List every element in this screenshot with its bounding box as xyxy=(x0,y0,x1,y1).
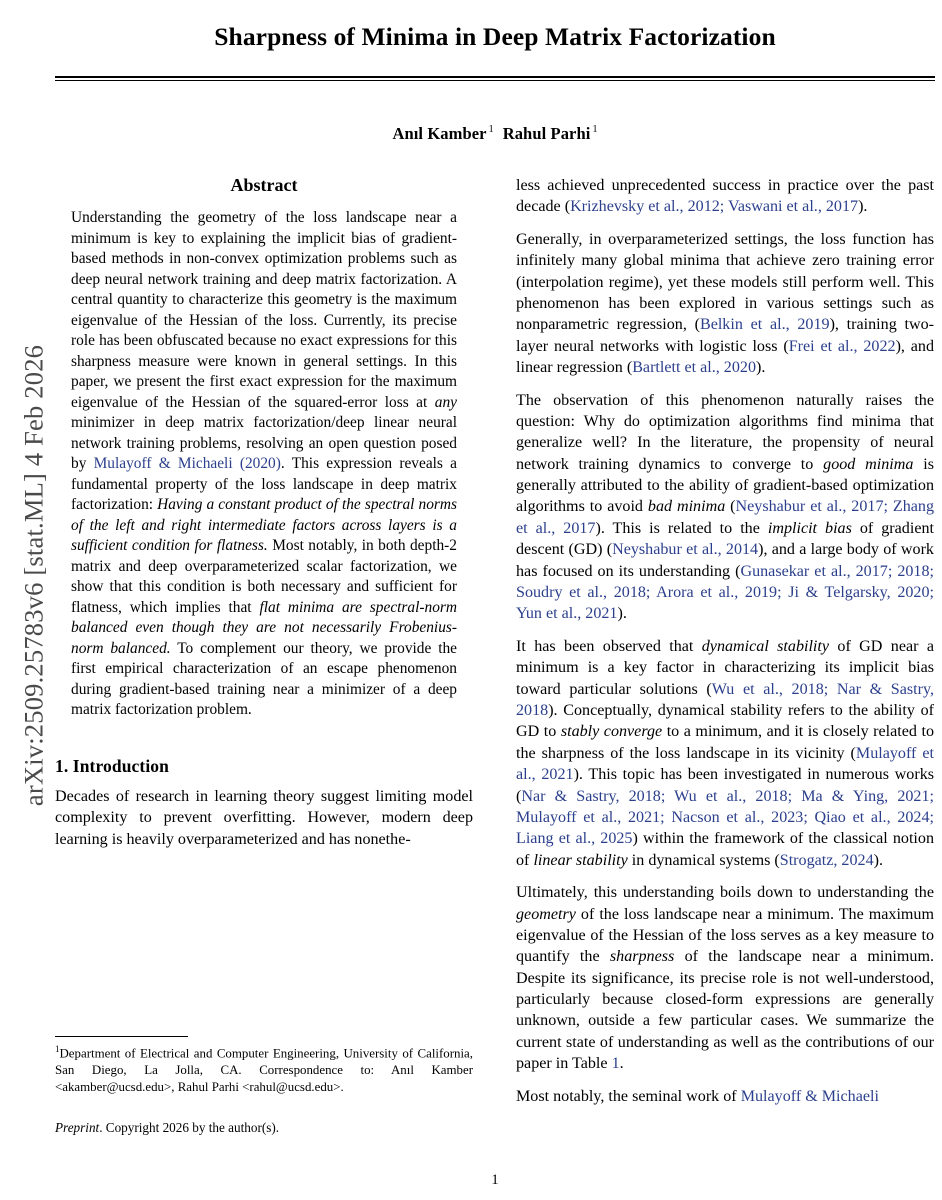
section-heading-introduction: 1. Introduction xyxy=(55,755,169,776)
left-column xyxy=(55,175,473,1118)
two-column-body xyxy=(55,175,935,1118)
p2-text-d: ). xyxy=(756,359,766,377)
footnote-block xyxy=(55,1036,473,1136)
arxiv-stamp: arXiv:2509.25783v6 [stat.ML] 4 Feb 2026 xyxy=(18,344,49,807)
p2-text-a: Generally, in overparameterized settings, the loss function has infinitely many global minima that achieve zero training error (interpolation regime), yet these models still perform well. This phenomenon has been explored in various settings such as nonparametric regression, ( xyxy=(516,230,934,334)
p4-text-d: to a minimum, and it is closely related to the sharpness of the loss landscape in its vicinity ( xyxy=(516,723,934,762)
p4-text-c: ). Conceptually, dynamical stability refers to the ability of GD to xyxy=(516,701,934,741)
intro-paragraph-1-cont xyxy=(516,175,934,218)
p5-text-b: of the loss landscape near a minimum. The maximum eigenvalue of the Hessian of the loss serves as a key measure to quantify the xyxy=(516,905,934,966)
p4-emph-stably-converge: stably converge xyxy=(560,723,663,741)
p3-text-g: ). xyxy=(617,605,627,623)
p3-text-e: of gradient descent (GD) ( xyxy=(516,519,934,559)
p4-text-h: ). xyxy=(873,851,884,869)
p4-text-g: in dynamical systems ( xyxy=(627,851,780,869)
p3-emph-good-minima: good minima xyxy=(823,455,914,473)
footnote-marker: 1 xyxy=(55,1044,60,1055)
author-affiliation-marker-2: 1 xyxy=(592,124,598,136)
p1-text-b: ). xyxy=(858,198,868,216)
citation-link-strogatz[interactable]: Strogatz, 2024 xyxy=(779,851,874,869)
page-number: 1 xyxy=(491,1172,499,1188)
p6-text-a: Most notably, the seminal work of xyxy=(516,1087,741,1105)
p4-text-f: ) within the framework of the classical notion of xyxy=(516,830,935,869)
p3-emph-bad-minima: bad minima xyxy=(647,498,726,516)
citation-link-belkin[interactable]: Belkin et al., 2019 xyxy=(699,316,830,334)
citation-link-neyshabur-zhang[interactable]: Neyshabur et al., 2017; Zhang et al., 2017 xyxy=(516,498,935,537)
p3-text-f: ), and a large body of work has focused on its understanding ( xyxy=(516,541,934,580)
author-affiliation-marker-1: 1 xyxy=(488,124,494,136)
p1-text-a: Decades of research in learning theory suggest limiting model complexity to prevent overfitting. However, modern deep learning is heavily overparameterized and has nonethe- xyxy=(55,787,473,848)
footnote-affiliation-text xyxy=(55,1044,473,1096)
p2-text-c: ), and linear regression ( xyxy=(516,337,935,377)
citation-link-gunasekar-group[interactable]: Gunasekar et al., 2017; 2018; Soudry et al., 2018; Arora et al., 2019; Ji & Telgarsky, 2020; Yun et al., 2021 xyxy=(516,562,934,623)
citation-link-bartlett[interactable]: Bartlett et al., 2020 xyxy=(632,359,756,377)
citation-link-mulayoff-2021[interactable]: Mulayoff et al., 2021 xyxy=(516,744,934,784)
intro-paragraph-5 xyxy=(516,882,934,1075)
citation-link-neyshabur-2014[interactable]: Neyshabur et al., 2014 xyxy=(612,541,759,559)
p3-text-d: ). This is related to the xyxy=(595,519,768,537)
author-name-2: Rahul Parhi xyxy=(502,123,591,143)
abstract-emph-spectral-norm-balanced: flat minima are spectral-norm balanced even though they are not necessarily Frobenius-norm balanced. xyxy=(71,598,458,657)
preprint-label: Preprint xyxy=(55,1120,100,1136)
p3-text-c: ( xyxy=(725,498,736,516)
p5-emph-geometry: geometry xyxy=(516,905,576,923)
p1-tail-text: less achieved unprecedented success in practice over the past decade ( xyxy=(516,177,934,216)
p3-text-a: The observation of this phenomenon naturally raises the question: Why do optimization algorithms find minima that generalize well? In the literature, the propensity of neural network training dynamics to converge to xyxy=(516,391,934,473)
abstract-heading: Abstract xyxy=(230,175,298,195)
table-reference-link[interactable]: 1 xyxy=(611,1055,620,1073)
p5-text-c: of the landscape near a minimum. Despite its significance, its precise role is not well-understood, particularly because closed-form expressions are generally unknown, outside a few particular cases. We summarize the current state of understanding as well as the contributions of our paper in Table xyxy=(516,948,935,1073)
intro-paragraph-6 xyxy=(516,1086,934,1107)
citation-link-frei[interactable]: Frei et al., 2022 xyxy=(788,337,896,355)
citation-link-mulayoff-michaeli-2[interactable]: Mulayoff & Michaeli xyxy=(740,1087,879,1105)
abstract-part-3: . This expression reveals a fundamental property of the loss landscape in deep matrix factorization: xyxy=(71,455,457,514)
intro-paragraph-4 xyxy=(516,636,934,871)
p5-text-a: Ultimately, this understanding boils down to understanding the xyxy=(516,884,934,902)
right-column xyxy=(516,175,934,1118)
intro-paragraph-2 xyxy=(516,229,934,379)
title-rule-thick xyxy=(55,76,935,79)
paper-page xyxy=(55,0,935,1200)
p5-text-d: . xyxy=(619,1055,624,1073)
p4-text-a: It has been observed that xyxy=(516,637,702,655)
abstract-emph-sufficient-condition: Having a constant product of the spectral norms of the left and right intermediate factors across layers is a sufficient condition for flatness. xyxy=(71,496,457,555)
p3-text-b: is generally attributed to the ability of gradient-based optimization algorithms to avoid xyxy=(516,455,934,516)
p5-emph-sharpness: sharpness xyxy=(609,948,675,966)
citation-year-2020[interactable]: (2020) xyxy=(239,455,281,473)
abstract-emph-any: any xyxy=(434,393,457,411)
abstract-part-1: Understanding the geometry of the loss landscape near a minimum is key to explaining the implicit bias of gradient-based methods in non-convex optimization problems such as deep neural network training and deep matrix factorization. A central quantity to characterize this geometry is the maximum eigenvalue of the Hessian of the loss. Currently, its precise role has been obfuscated because no exact expressions for this sharpness measure were known in general settings. In this paper, we present the first exact expression for the maximum eigenvalue of the Hessian of the squared-error loss at xyxy=(71,209,457,411)
author-list xyxy=(55,124,935,144)
citation-link-mulayoff-michaeli[interactable]: Mulayoff & Michaeli xyxy=(93,455,233,473)
author-name-1: Anıl Kamber xyxy=(392,123,487,143)
page-title: Sharpness of Minima in Deep Matrix Factorization xyxy=(214,22,776,51)
footnote-body: Department of Electrical and Computer Engineering, University of California, San Diego, La Jolla, CA. Correspondence to: Anıl Kamber <akamber@ucsd.edu>, Rahul Parhi <rahul@ucsd.edu>. xyxy=(55,1046,473,1095)
p4-emph-linear-stability: linear stability xyxy=(533,851,628,869)
p3-emph-implicit-bias: implicit bias xyxy=(767,519,852,537)
footnote-separator-rule xyxy=(55,1036,188,1037)
abstract-part-5: To complement our theory, we provide the first empirical characterization of an escape phenomenon during gradient-based training near a minimizer of a deep matrix factorization problem. xyxy=(71,639,457,719)
citation-link-numerous-works[interactable]: Nar & Sastry, 2018; Wu et al., 2018; Ma & Ying, 2021; Mulayoff et al., 2021; Nacson et al., 2023; Qiao et al., 2024; Liang et al., 2025 xyxy=(516,787,934,848)
p2-text-b: ), training two-layer neural networks with logistic loss ( xyxy=(516,316,934,355)
preprint-copyright-line xyxy=(55,1120,473,1136)
p4-text-e: ). This topic has been investigated in numerous works ( xyxy=(516,766,935,805)
intro-paragraph-3 xyxy=(516,390,934,625)
p4-emph-dynamical-stability: dynamical stability xyxy=(701,637,830,655)
title-rule-thin xyxy=(55,80,935,81)
abstract-part-2: minimizer in deep matrix factorization/deep linear neural network training problems, resolving an open question posed by xyxy=(71,414,457,473)
copyright-text: . Copyright 2026 by the author(s). xyxy=(99,1120,280,1136)
abstract-text xyxy=(55,208,473,721)
title-block xyxy=(55,0,935,81)
abstract-part-4: Most notably, in both depth-2 matrix and deep overparameterized scalar factorization, we show that this condition is both necessary and sufficient for flatness, which implies that xyxy=(71,537,457,616)
citation-link-krizhevsky-vaswani[interactable]: Krizhevsky et al., 2012; Vaswani et al., 2017 xyxy=(570,198,859,216)
p4-text-b: of GD near a minimum is a key factor in characterizing its implicit bias toward particular solutions ( xyxy=(516,637,934,698)
intro-paragraph-1 xyxy=(55,786,473,850)
citation-link-wu-nar-sastry[interactable]: Wu et al., 2018; Nar & Sastry, 2018 xyxy=(516,680,934,719)
